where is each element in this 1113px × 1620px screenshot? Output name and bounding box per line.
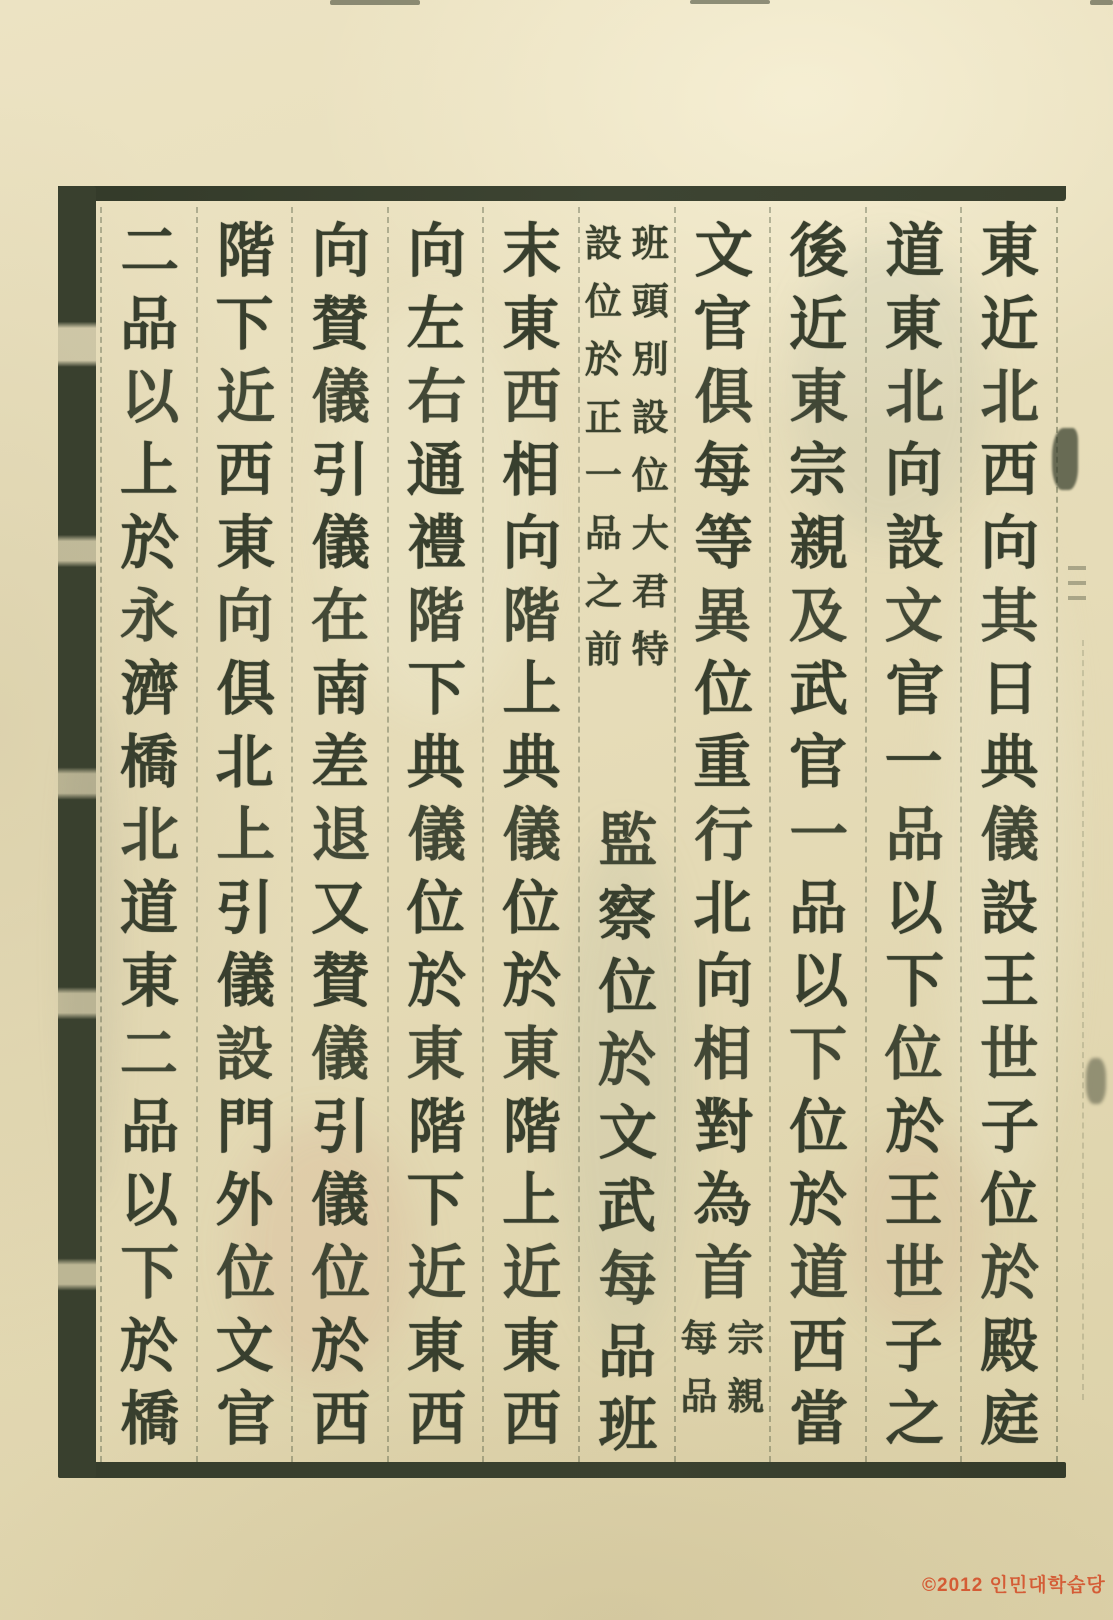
han-character: 西 xyxy=(311,1386,371,1452)
han-character-small: 大 xyxy=(631,513,669,555)
han-character: 南 xyxy=(311,656,371,722)
han-character: 相 xyxy=(693,1021,752,1087)
han-character: 於 xyxy=(311,1313,370,1379)
han-character: 北 xyxy=(120,802,180,868)
han-character: 下 xyxy=(885,948,944,1014)
han-character: 東 xyxy=(884,291,943,357)
han-character: 儀 xyxy=(311,1021,370,1087)
han-character-small: 正 xyxy=(584,397,622,439)
han-character: 西 xyxy=(502,1386,562,1452)
han-character: 後 xyxy=(789,218,849,284)
han-character: 階 xyxy=(216,218,275,284)
han-character: 親 xyxy=(789,510,849,576)
han-character-small: 特 xyxy=(631,629,669,671)
han-character: 近 xyxy=(980,291,1039,357)
han-character: 位 xyxy=(694,656,753,722)
han-character: 首 xyxy=(694,1240,753,1306)
han-character: 之 xyxy=(885,1386,944,1452)
han-character: 儀 xyxy=(216,948,275,1014)
han-character: 班 xyxy=(598,1392,658,1458)
han-character: 庭 xyxy=(980,1386,1040,1452)
han-character: 品 xyxy=(120,1094,180,1160)
han-character: 儀 xyxy=(311,510,371,576)
han-character: 階 xyxy=(502,1094,562,1160)
frame-border-left xyxy=(58,186,96,1478)
scan-edge-speck xyxy=(690,0,770,4)
han-character: 察 xyxy=(597,881,656,947)
han-character-small: 位 xyxy=(584,281,622,323)
han-character: 外 xyxy=(215,1167,274,1233)
han-character: 向 xyxy=(980,510,1040,576)
han-character: 東 xyxy=(502,1313,561,1379)
han-character: 引 xyxy=(215,875,274,941)
han-character: 北 xyxy=(885,364,944,430)
han-character: 為 xyxy=(693,1167,752,1233)
han-character: 道 xyxy=(119,875,178,941)
han-character: 品 xyxy=(885,802,944,868)
han-character: 對 xyxy=(694,1094,753,1160)
han-character: 上 xyxy=(502,1167,561,1233)
han-character: 近 xyxy=(789,291,848,357)
han-character: 武 xyxy=(597,1173,656,1239)
han-character: 儀 xyxy=(311,364,371,430)
han-character: 世 xyxy=(980,1021,1039,1087)
han-character-small: 宗 xyxy=(727,1318,765,1360)
han-character: 下 xyxy=(789,1021,848,1087)
han-character: 北 xyxy=(215,729,274,795)
han-character: 道 xyxy=(885,218,944,284)
text-column-3 xyxy=(769,207,865,1462)
han-character: 橋 xyxy=(120,1386,180,1452)
han-character: 西 xyxy=(407,1386,466,1452)
han-character: 橋 xyxy=(119,729,178,795)
han-character: 近 xyxy=(216,364,275,430)
han-character: 儀 xyxy=(311,1167,370,1233)
han-character: 其 xyxy=(980,583,1039,649)
han-character: 東 xyxy=(216,510,275,576)
han-character: 向 xyxy=(502,510,562,576)
text-column-9 xyxy=(196,207,292,1462)
han-character: 每 xyxy=(598,1246,658,1312)
han-character: 退 xyxy=(311,802,371,868)
han-character: 位 xyxy=(406,875,465,941)
han-character-small: 前 xyxy=(584,629,622,671)
han-character: 以 xyxy=(119,1167,178,1233)
ink-smudge xyxy=(1086,1058,1106,1104)
han-character: 階 xyxy=(407,1094,466,1160)
han-character: 文 xyxy=(598,1100,658,1166)
han-character: 異 xyxy=(693,583,752,649)
han-character: 殿 xyxy=(980,1313,1039,1379)
text-column-6 xyxy=(482,207,578,1462)
han-character: 一 xyxy=(789,802,849,868)
han-character: 向 xyxy=(884,437,943,503)
han-character: 近 xyxy=(502,1240,562,1306)
han-character-small: 品 xyxy=(680,1376,718,1418)
han-character: 典 xyxy=(406,729,465,795)
han-character-small: 每 xyxy=(680,1318,718,1360)
han-character: 世 xyxy=(885,1240,944,1306)
han-character: 於 xyxy=(980,1240,1040,1306)
han-character: 以 xyxy=(884,875,943,941)
han-character: 設 xyxy=(215,1021,274,1087)
han-character: 引 xyxy=(311,437,370,503)
han-character: 永 xyxy=(119,583,178,649)
han-character: 於 xyxy=(119,1313,178,1379)
han-character: 向 xyxy=(694,948,753,1014)
interlinear-note-subcolumn xyxy=(676,1310,723,1426)
text-column-1 xyxy=(960,207,1056,1462)
han-character: 右 xyxy=(407,364,466,430)
han-character: 相 xyxy=(502,437,561,503)
han-character: 於 xyxy=(597,1027,656,1093)
han-character: 俱 xyxy=(216,656,275,722)
han-character: 日 xyxy=(980,656,1040,722)
interlinear-note xyxy=(676,1310,770,1426)
scan-edge-speck xyxy=(330,0,420,5)
han-character: 下 xyxy=(406,1167,465,1233)
han-character: 儀 xyxy=(502,802,562,868)
han-character-small: 品 xyxy=(584,513,622,555)
han-character: 設 xyxy=(885,510,944,576)
han-character-small: 一 xyxy=(584,455,622,497)
han-character: 下 xyxy=(215,291,274,357)
han-character: 及 xyxy=(789,583,848,649)
han-character: 東 xyxy=(406,1021,465,1087)
han-character: 品 xyxy=(597,1319,656,1385)
han-character: 典 xyxy=(980,729,1039,795)
han-character-small: 頭 xyxy=(631,281,669,323)
han-character: 於 xyxy=(885,1094,944,1160)
ink-smudge xyxy=(1068,566,1086,608)
han-character-small: 設 xyxy=(584,223,622,265)
han-character: 上 xyxy=(216,802,275,868)
han-character: 下 xyxy=(120,1240,180,1306)
han-character: 二 xyxy=(119,1021,178,1087)
han-character: 階 xyxy=(502,583,561,649)
han-character-small: 班 xyxy=(631,223,669,265)
han-character: 上 xyxy=(502,656,562,722)
han-character: 階 xyxy=(406,583,465,649)
frame-border-top xyxy=(58,186,1066,201)
han-character-small: 親 xyxy=(727,1376,765,1418)
han-character: 重 xyxy=(693,729,752,795)
han-character: 上 xyxy=(119,437,178,503)
han-character: 左 xyxy=(406,291,465,357)
han-character: 末 xyxy=(502,218,562,284)
text-column-2 xyxy=(865,207,961,1462)
han-character: 位 xyxy=(216,1240,275,1306)
han-character: 設 xyxy=(980,875,1039,941)
text-columns xyxy=(100,207,1058,1462)
han-character: 東 xyxy=(406,1313,465,1379)
han-character: 儀 xyxy=(980,802,1040,868)
han-character: 武 xyxy=(789,656,849,722)
han-character: 以 xyxy=(120,364,180,430)
han-character-small: 君 xyxy=(631,571,669,613)
han-character: 官 xyxy=(216,1386,275,1452)
han-character: 典 xyxy=(502,729,561,795)
han-character: 西 xyxy=(215,437,274,503)
han-character: 西 xyxy=(789,1313,848,1379)
text-column-8 xyxy=(291,207,387,1462)
han-character: 東 xyxy=(120,948,180,1014)
han-character: 王 xyxy=(980,948,1040,1014)
han-character: 品 xyxy=(789,875,848,941)
han-character-small: 於 xyxy=(584,339,622,381)
han-character: 位 xyxy=(502,875,561,941)
han-character-small: 之 xyxy=(584,571,622,613)
text-column-10 xyxy=(100,207,196,1462)
han-character: 子 xyxy=(980,1094,1040,1160)
frame-border-bottom xyxy=(58,1462,1066,1478)
bleed-through-line xyxy=(1082,640,1084,1400)
han-character: 官 xyxy=(789,729,848,795)
han-character: 當 xyxy=(789,1386,849,1452)
han-character: 文 xyxy=(694,218,753,284)
han-character: 儀 xyxy=(407,802,466,868)
han-character-small: 別 xyxy=(631,339,669,381)
copyright-watermark: ©2012 인민대학습당 xyxy=(922,1575,1106,1596)
interlinear-note-subcolumn xyxy=(722,1310,769,1426)
han-character: 向 xyxy=(311,218,371,284)
han-character: 東 xyxy=(789,364,849,430)
han-character: 禮 xyxy=(407,510,466,576)
han-character: 俱 xyxy=(694,364,753,430)
han-character: 位 xyxy=(884,1021,943,1087)
han-character: 道 xyxy=(789,1240,849,1306)
han-character-small: 位 xyxy=(631,455,669,497)
text-column-7 xyxy=(387,207,483,1462)
han-character: 在 xyxy=(311,583,370,649)
han-character: 官 xyxy=(693,291,752,357)
han-character: 向 xyxy=(215,583,274,649)
han-character: 於 xyxy=(407,948,466,1014)
han-character: 位 xyxy=(311,1240,371,1306)
han-character: 位 xyxy=(789,1094,849,1160)
han-character: 濟 xyxy=(120,656,180,722)
han-character: 下 xyxy=(407,656,466,722)
han-character: 行 xyxy=(694,802,753,868)
han-character: 二 xyxy=(120,218,180,284)
han-character: 北 xyxy=(980,364,1040,430)
han-character: 於 xyxy=(789,1167,848,1233)
text-column-4 xyxy=(674,207,770,1462)
han-character: 東 xyxy=(980,218,1040,284)
han-character: 一 xyxy=(884,729,943,795)
han-character: 官 xyxy=(885,656,944,722)
han-character: 品 xyxy=(119,291,178,357)
han-character: 於 xyxy=(502,948,562,1014)
column-gap xyxy=(580,679,674,805)
han-character: 王 xyxy=(884,1167,943,1233)
han-character: 等 xyxy=(694,510,753,576)
han-character: 子 xyxy=(884,1313,943,1379)
han-character: 賛 xyxy=(311,948,371,1014)
han-character: 西 xyxy=(502,364,562,430)
han-character: 於 xyxy=(120,510,180,576)
han-character: 西 xyxy=(980,437,1039,503)
interlinear-note-subcolumn xyxy=(627,215,674,679)
han-character: 監 xyxy=(598,808,658,874)
interlinear-note xyxy=(580,215,674,679)
han-character: 宗 xyxy=(789,437,848,503)
han-character: 北 xyxy=(693,875,752,941)
ink-smudge xyxy=(1052,428,1078,490)
han-character: 又 xyxy=(311,875,370,941)
han-character: 位 xyxy=(598,954,658,1020)
han-character-small: 設 xyxy=(631,397,669,439)
han-character: 以 xyxy=(789,948,849,1014)
han-character: 文 xyxy=(215,1313,274,1379)
text-column-5 xyxy=(578,207,674,1462)
han-character: 向 xyxy=(407,218,466,284)
han-character: 通 xyxy=(406,437,465,503)
han-character: 每 xyxy=(693,437,752,503)
han-character: 引 xyxy=(311,1094,371,1160)
han-character: 東 xyxy=(502,1021,561,1087)
han-character: 近 xyxy=(407,1240,466,1306)
han-character: 賛 xyxy=(311,291,370,357)
han-character: 差 xyxy=(311,729,370,795)
scan-edge-speck xyxy=(1090,0,1113,5)
han-character: 東 xyxy=(502,291,561,357)
interlinear-note-subcolumn xyxy=(580,215,627,679)
han-character: 文 xyxy=(884,583,943,649)
han-character: 門 xyxy=(216,1094,275,1160)
han-character: 位 xyxy=(980,1167,1039,1233)
